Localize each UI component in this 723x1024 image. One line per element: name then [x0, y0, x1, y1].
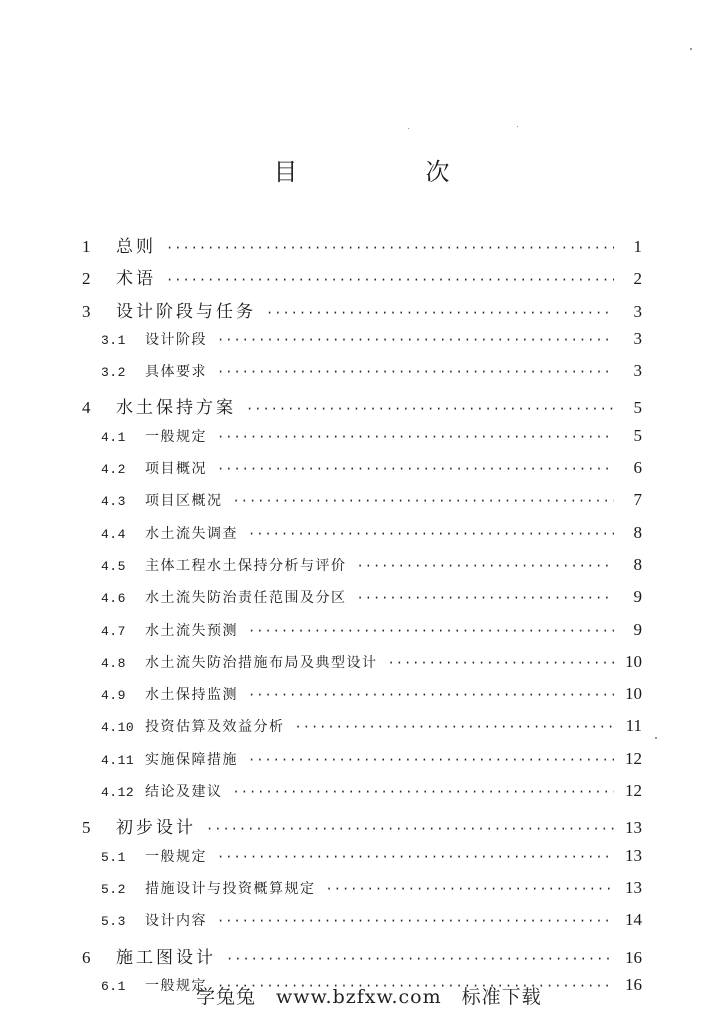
toc-title: 实施保障措施	[145, 751, 238, 768]
toc-page-number: 3	[633, 301, 642, 321]
toc-number: 5.2	[101, 881, 126, 897]
toc-page-number: 13	[625, 877, 642, 897]
scan-speck	[517, 126, 518, 127]
toc-dot-leader	[233, 494, 615, 508]
toc-number: 4.1	[101, 429, 126, 445]
toc-page-number: 8	[633, 554, 642, 574]
toc-dot-leader	[233, 785, 615, 799]
toc-section-row	[82, 878, 642, 910]
toc-page-number: 2	[633, 269, 642, 289]
toc-section-row	[82, 716, 642, 748]
toc-section-row	[82, 458, 642, 490]
toc-number: 5.3	[101, 914, 126, 930]
toc-number: 1	[82, 237, 91, 256]
toc-title: 措施设计与投资概算规定	[145, 880, 316, 897]
scan-speck	[655, 737, 657, 739]
toc-dot-leader	[246, 402, 614, 416]
toc-chapter-row	[82, 264, 642, 296]
toc-page-number: 12	[625, 781, 642, 801]
toc-number: 3.1	[101, 332, 126, 348]
toc-title: 设计阶段与任务	[116, 301, 256, 322]
toc-dot-leader	[295, 720, 615, 734]
toc-heading: 目 次	[273, 158, 502, 186]
toc-title: 总则	[116, 237, 156, 257]
toc-number: 6	[82, 947, 91, 967]
toc-title: 水土保持方案	[116, 398, 236, 419]
toc-dot-leader	[217, 365, 614, 379]
toc-page-number: 3	[633, 328, 642, 348]
toc-page-number: 1	[633, 237, 642, 256]
toc-page-number: 9	[633, 619, 642, 639]
toc-section-row	[82, 910, 642, 942]
toc-page-number: 9	[633, 587, 642, 607]
toc-number: 4.5	[101, 558, 126, 574]
toc-chapter-row	[82, 813, 642, 845]
toc-section-row	[82, 781, 642, 813]
toc-number: 3.2	[101, 365, 126, 381]
toc-chapter-row	[82, 297, 642, 329]
toc-number: 4.3	[101, 494, 126, 510]
toc-number: 4.12	[101, 785, 135, 801]
toc-number: 4	[82, 398, 91, 418]
toc-chapter-row	[82, 943, 642, 975]
toc-section-row	[82, 523, 642, 555]
toc-number: 4.8	[101, 655, 126, 671]
toc-page-number: 16	[625, 947, 642, 967]
toc-title: 具体要求	[145, 364, 207, 381]
toc-section-row	[82, 329, 642, 361]
toc-title: 项目区概况	[145, 493, 223, 510]
toc-title: 投资估算及效益分析	[145, 719, 285, 736]
toc-title: 水土流失预测	[145, 622, 238, 639]
toc-title: 一般规定	[145, 848, 207, 865]
toc-number: 2	[82, 269, 91, 289]
toc-dot-leader	[166, 273, 614, 287]
toc-title: 水土保持监测	[145, 687, 238, 704]
toc-dot-leader	[248, 688, 614, 702]
toc-title: 水土流失防治责任范围及分区	[145, 590, 347, 607]
toc-section-row	[82, 749, 642, 781]
scan-speck	[690, 48, 692, 50]
toc-title: 设计内容	[145, 913, 207, 930]
toc-title: 设计阶段	[145, 331, 207, 348]
toc-dot-leader	[388, 656, 615, 670]
toc-title: 主体工程水土保持分析与评价	[145, 557, 347, 574]
toc-section-row	[82, 490, 642, 522]
toc-chapter-row	[82, 232, 642, 264]
toc-page-number: 11	[625, 716, 642, 736]
toc-page-number: 16	[625, 974, 642, 994]
toc-page-number: 12	[625, 748, 642, 768]
toc-section-row	[82, 587, 642, 619]
table-of-contents	[82, 232, 642, 1007]
toc-title: 术语	[116, 269, 156, 290]
toc-number: 4.4	[101, 526, 126, 542]
toc-number: 4.11	[101, 752, 135, 768]
toc-number: 4.7	[101, 623, 126, 639]
toc-page-number: 7	[633, 490, 642, 510]
toc-chapter-row	[82, 393, 642, 425]
toc-section-row	[82, 684, 642, 716]
toc-dot-leader	[266, 306, 614, 320]
toc-page-number: 5	[633, 425, 642, 445]
toc-page-number: 8	[633, 522, 642, 542]
toc-dot-leader	[226, 952, 614, 966]
toc-dot-leader	[217, 462, 614, 476]
toc-dot-leader	[217, 914, 614, 928]
toc-dot-leader	[217, 333, 614, 347]
toc-dot-leader	[248, 624, 614, 638]
toc-dot-leader	[217, 430, 614, 444]
toc-page-number: 10	[625, 651, 642, 671]
scan-speck	[408, 128, 409, 129]
toc-number: 6.1	[101, 978, 126, 994]
toc-title: 施工图设计	[116, 947, 216, 968]
toc-page-number: 13	[625, 845, 642, 865]
toc-title: 一般规定	[145, 977, 207, 994]
toc-page-number: 10	[625, 684, 642, 704]
toc-number: 4.9	[101, 688, 126, 704]
toc-number: 4.6	[101, 591, 126, 607]
toc-section-row	[82, 361, 642, 393]
toc-number: 5	[82, 818, 91, 838]
toc-number: 4.10	[101, 720, 135, 736]
toc-page-number: 6	[633, 458, 642, 478]
toc-title: 初步设计	[116, 818, 196, 839]
toc-page-number: 5	[633, 398, 642, 418]
toc-section-row	[82, 652, 642, 684]
toc-section-row	[82, 426, 642, 458]
toc-section-row	[82, 846, 642, 878]
toc-number: 3	[82, 301, 91, 321]
toc-dot-leader	[357, 591, 615, 605]
toc-title: 一般规定	[145, 428, 207, 445]
toc-page-number: 14	[625, 910, 642, 930]
toc-dot-leader	[326, 882, 615, 896]
toc-page-number: 3	[633, 361, 642, 381]
toc-title: 项目概况	[145, 461, 207, 478]
toc-section-row	[82, 555, 642, 587]
toc-dot-leader	[206, 822, 614, 836]
toc-page-number: 13	[625, 818, 642, 838]
toc-number: 5.1	[101, 849, 126, 865]
toc-title: 结论及建议	[145, 784, 223, 801]
toc-dot-leader	[248, 527, 614, 541]
toc-dot-leader	[248, 753, 614, 767]
toc-number: 4.2	[101, 462, 126, 478]
toc-dot-leader	[217, 850, 614, 864]
watermark-text: 学兔兔 www.bzfxw.com 标准下载	[196, 986, 542, 1008]
toc-section-row	[82, 620, 642, 652]
toc-title: 水土流失防治措施布局及典型设计	[145, 654, 378, 671]
toc-title: 水土流失调查	[145, 525, 238, 542]
toc-dot-leader	[357, 559, 615, 573]
toc-dot-leader	[166, 241, 614, 255]
